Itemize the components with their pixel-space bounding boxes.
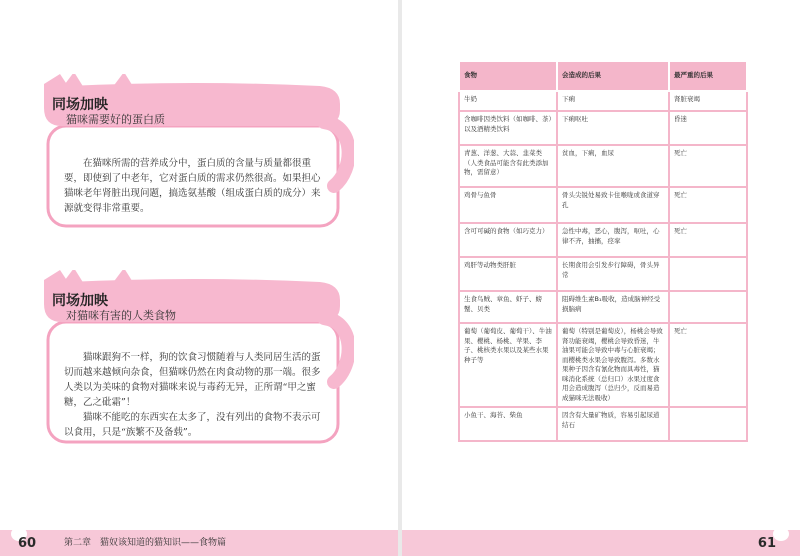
footer-bar [402,530,800,556]
table-cell: 葡萄（特别是葡萄皮），杨桃会导致肾功能衰竭，樱桃会导致昏迷，牛油果可能会导致中毒与心脏衰竭；而樱桃类水果会导致腹泻。多数水果种子因含有氰化物而具毒性，猫咪消化系统（总归口）水果过度食用会造成腹泻（总归少，反而易造成猫咪无法吸收） [557,323,669,407]
card-body [64,350,322,440]
harmful-food-table [458,60,748,442]
card-title: 同场加映 [52,293,108,309]
chapter-title: 第二章 猫奴该知道的猫知识——食物篇 [64,538,227,548]
table-cell: 急性中毒，恶心，腹泻，呕吐，心律不齐，抽搐，痉挛 [557,223,669,257]
card-title: 同场加映 [52,97,108,113]
page-number: 61 [757,536,776,551]
card-paragraph: 猫咪跟狗不一样，狗的饮食习惯随着与人类同居生活的蛋切而越来越倾向杂食，但猫咪仍然在肉食动物的那一端。很多人类以为美味的食物对猫咪来说与毒药无异，正所谓“甲之蜜糖，乙之砒霜”！ [64,352,321,408]
card-paragraph: 在猫咪所需的营养成分中，蛋白质的含量与质量都很重要，即使到了中老年，它对蛋白质的需求仍然很高。如果担心猫咪老年肾脏出现问题，搞选氨基酸（组成蛋白质的成分）来源就变得非常重要。 [64,158,321,214]
table-row [459,291,747,323]
table-cell: 下痢 [557,91,669,111]
card-subtitle: 对猫咪有害的人类食物 [66,309,176,322]
table-header-row [459,61,747,91]
table-row [459,257,747,291]
table-cell: 长期食用会引发步行障碍，骨头异常 [557,257,669,291]
table-cell: 鸡肝等动物类肝脏 [459,257,557,291]
table-row [459,91,747,111]
table-cell: 肾脏衰竭 [669,91,747,111]
table-row [459,187,747,223]
table-cell: 阻碍维生素B₁吸收，造成脑神经受损脑病 [557,291,669,323]
table-cell: 牛奶 [459,91,557,111]
table-cell: 因含有大量矿物质，容易引起尿道结石 [557,407,669,441]
table-cell: 下痢呕吐 [557,111,669,145]
page-number: 60 [18,536,37,551]
card-subtitle: 猫咪需要好的蛋白质 [66,113,165,126]
table-cell: 小鱼干、海苔、柴鱼 [459,407,557,441]
info-card-protein [34,74,354,234]
info-card-harmful-food [34,270,354,450]
card-body [64,156,322,216]
column-header: 会造成的后果 [557,61,669,91]
table-cell: 鸡骨与鱼骨 [459,187,557,223]
table-cell: 死亡 [669,223,747,257]
table-cell: 含咖啡因类饮料（如咖啡、茶）以及酒精类饮料 [459,111,557,145]
table-cell [669,407,747,441]
table-cell [669,257,747,291]
table-cell: 生食鸟贼、章鱼、虾子、螃蟹、贝类 [459,291,557,323]
card-paragraph: 猫咪不能吃的东西实在太多了，没有列出的食物不表示可以食用，只是“族繁不及备载”。 [64,412,321,438]
table-cell: 含可可碱的食物（如巧克力） [459,223,557,257]
table-cell [669,291,747,323]
left-page [0,0,398,556]
table-row [459,323,747,407]
table-row [459,145,747,187]
table-cell: 葡萄（葡萄皮、葡萄干）、牛油果、樱桃、杨桃、苹果、李子、桃核类水果以及某些水果种子等 [459,323,557,407]
table-cell: 青葱、洋葱、大蒜、韭菜类（人类食品可能含有此类添加物，需留意） [459,145,557,187]
table-cell: 死亡 [669,323,747,407]
table-cell: 死亡 [669,145,747,187]
table-cell: 贫血，下痢，血尿 [557,145,669,187]
column-header: 最严重的后果 [669,61,747,91]
table-cell: 骨头尖锐处易致卡住喉咙或食道穿孔 [557,187,669,223]
table-row [459,407,747,441]
table-cell: 昏迷 [669,111,747,145]
table-cell: 死亡 [669,187,747,223]
table-row [459,111,747,145]
column-header: 食物 [459,61,557,91]
right-page [402,0,800,556]
table-row [459,223,747,257]
